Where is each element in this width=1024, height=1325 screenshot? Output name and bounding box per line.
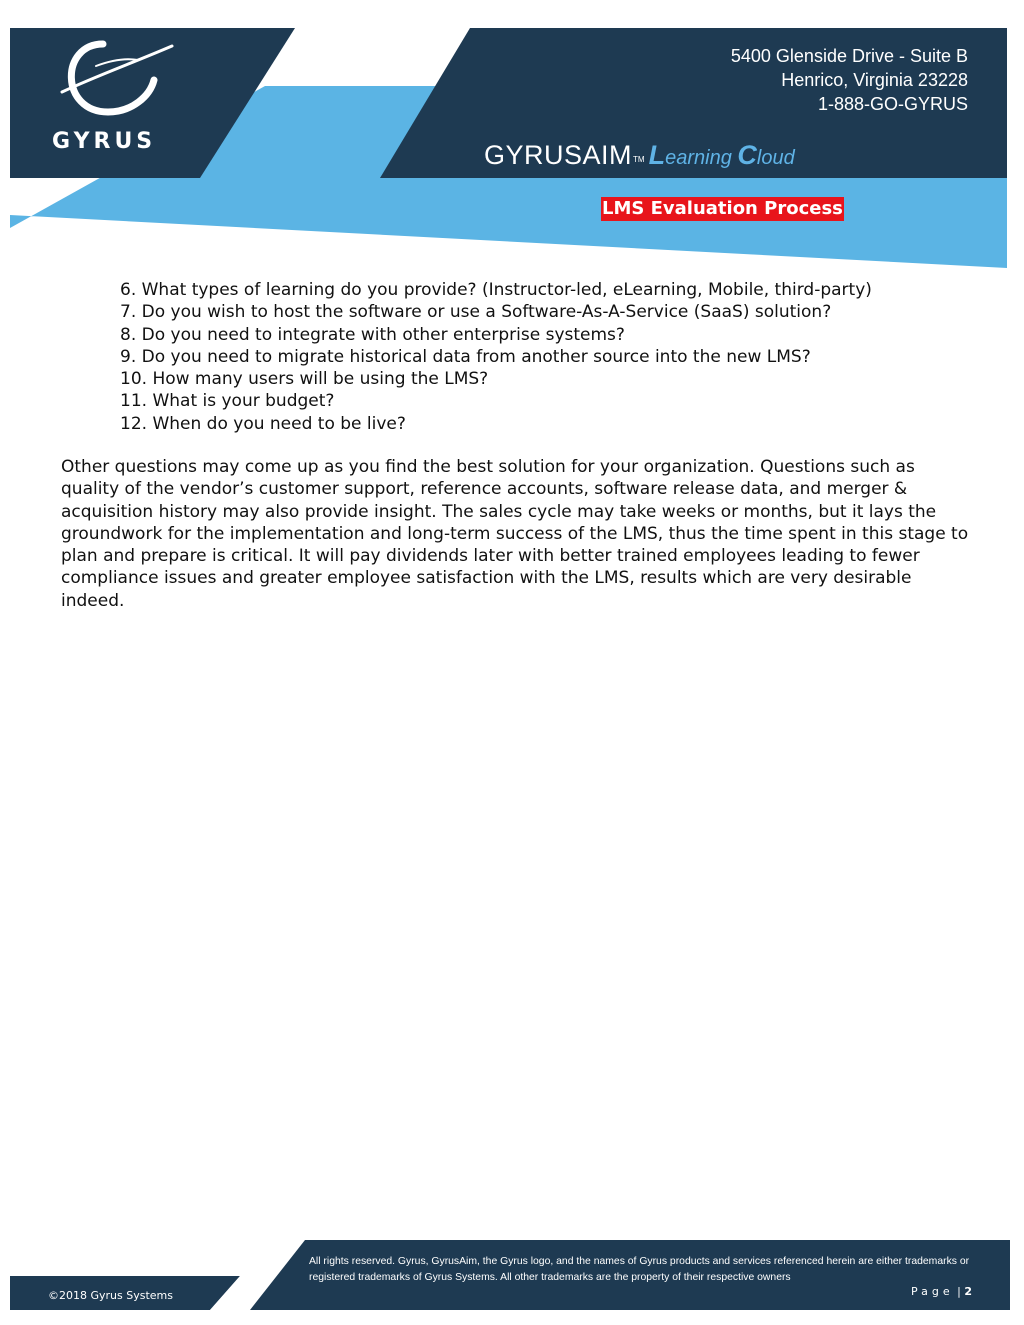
- list-item: 7. Do you wish to host the software or use a Software-As-A-Service (SaaS) solution?: [120, 302, 832, 323]
- product-brand: [484, 140, 795, 171]
- page-number: Page | 2: [911, 1285, 972, 1298]
- list-item: 10. How many users will be using the LMS?: [120, 369, 489, 390]
- brand-word1-rest: earning: [665, 147, 732, 169]
- copyright-text: ©2018 Gyrus Systems: [48, 1289, 173, 1302]
- page-header: [0, 0, 1024, 280]
- legal-notice: All rights reserved. Gyrus, GyrusAim, the Gyrus logo, and the names of Gyrus products and services referenced herein are either trademarks or registered trademarks of Gyrus Systems. All other trademarks are the property of their respective owners: [309, 1256, 970, 1283]
- brand-word2-rest: loud: [756, 147, 795, 169]
- brand-name: GYRUSAIM: [484, 140, 633, 170]
- section-title: LMS Evaluation Process: [602, 198, 843, 219]
- page-label: Page: [911, 1285, 954, 1298]
- body-paragraph: Other questions may come up as you find the best solution for your organization. Questions such as quality of the vendor’s customer support, reference accounts, software release data, and merger & acquisition history may also provide insight. The sales cycle may take weeks or months, but it lays the groundwork for the implementation and long-term success of the LMS, thus the time spent in this stage to plan and prepare is critical. It will pay dividends later with better trained employees leading to fewer compliance issues and greater employee satisfaction with the LMS, results which are very desirable indeed.: [61, 457, 969, 611]
- brand-word1-cap: L: [648, 140, 666, 170]
- list-item: 11. What is your budget?: [120, 391, 335, 412]
- list-item: 9. Do you need to migrate historical data from another source into the new LMS?: [120, 346, 811, 367]
- trademark-mark: TM: [633, 155, 645, 164]
- phone-number: 1-888-GO-GYRUS: [817, 94, 968, 114]
- address-line-2: Henrico, Virginia 23228: [781, 70, 968, 90]
- question-list: [120, 279, 872, 435]
- logo-wordmark: GYRUS: [52, 129, 157, 154]
- page-footer: [0, 1240, 1024, 1325]
- list-item: 6. What types of learning do you provide? (Instructor-led, eLearning, Mobile, third-party): [120, 280, 872, 300]
- address-line-1: 5400 Glenside Drive - Suite B: [730, 46, 968, 66]
- brand-word2-cap: C: [737, 140, 757, 170]
- list-item: 8. Do you need to integrate with other enterprise systems?: [120, 324, 625, 345]
- page-number-value: 2: [964, 1285, 972, 1298]
- list-item: 12. When do you need to be live?: [120, 413, 406, 434]
